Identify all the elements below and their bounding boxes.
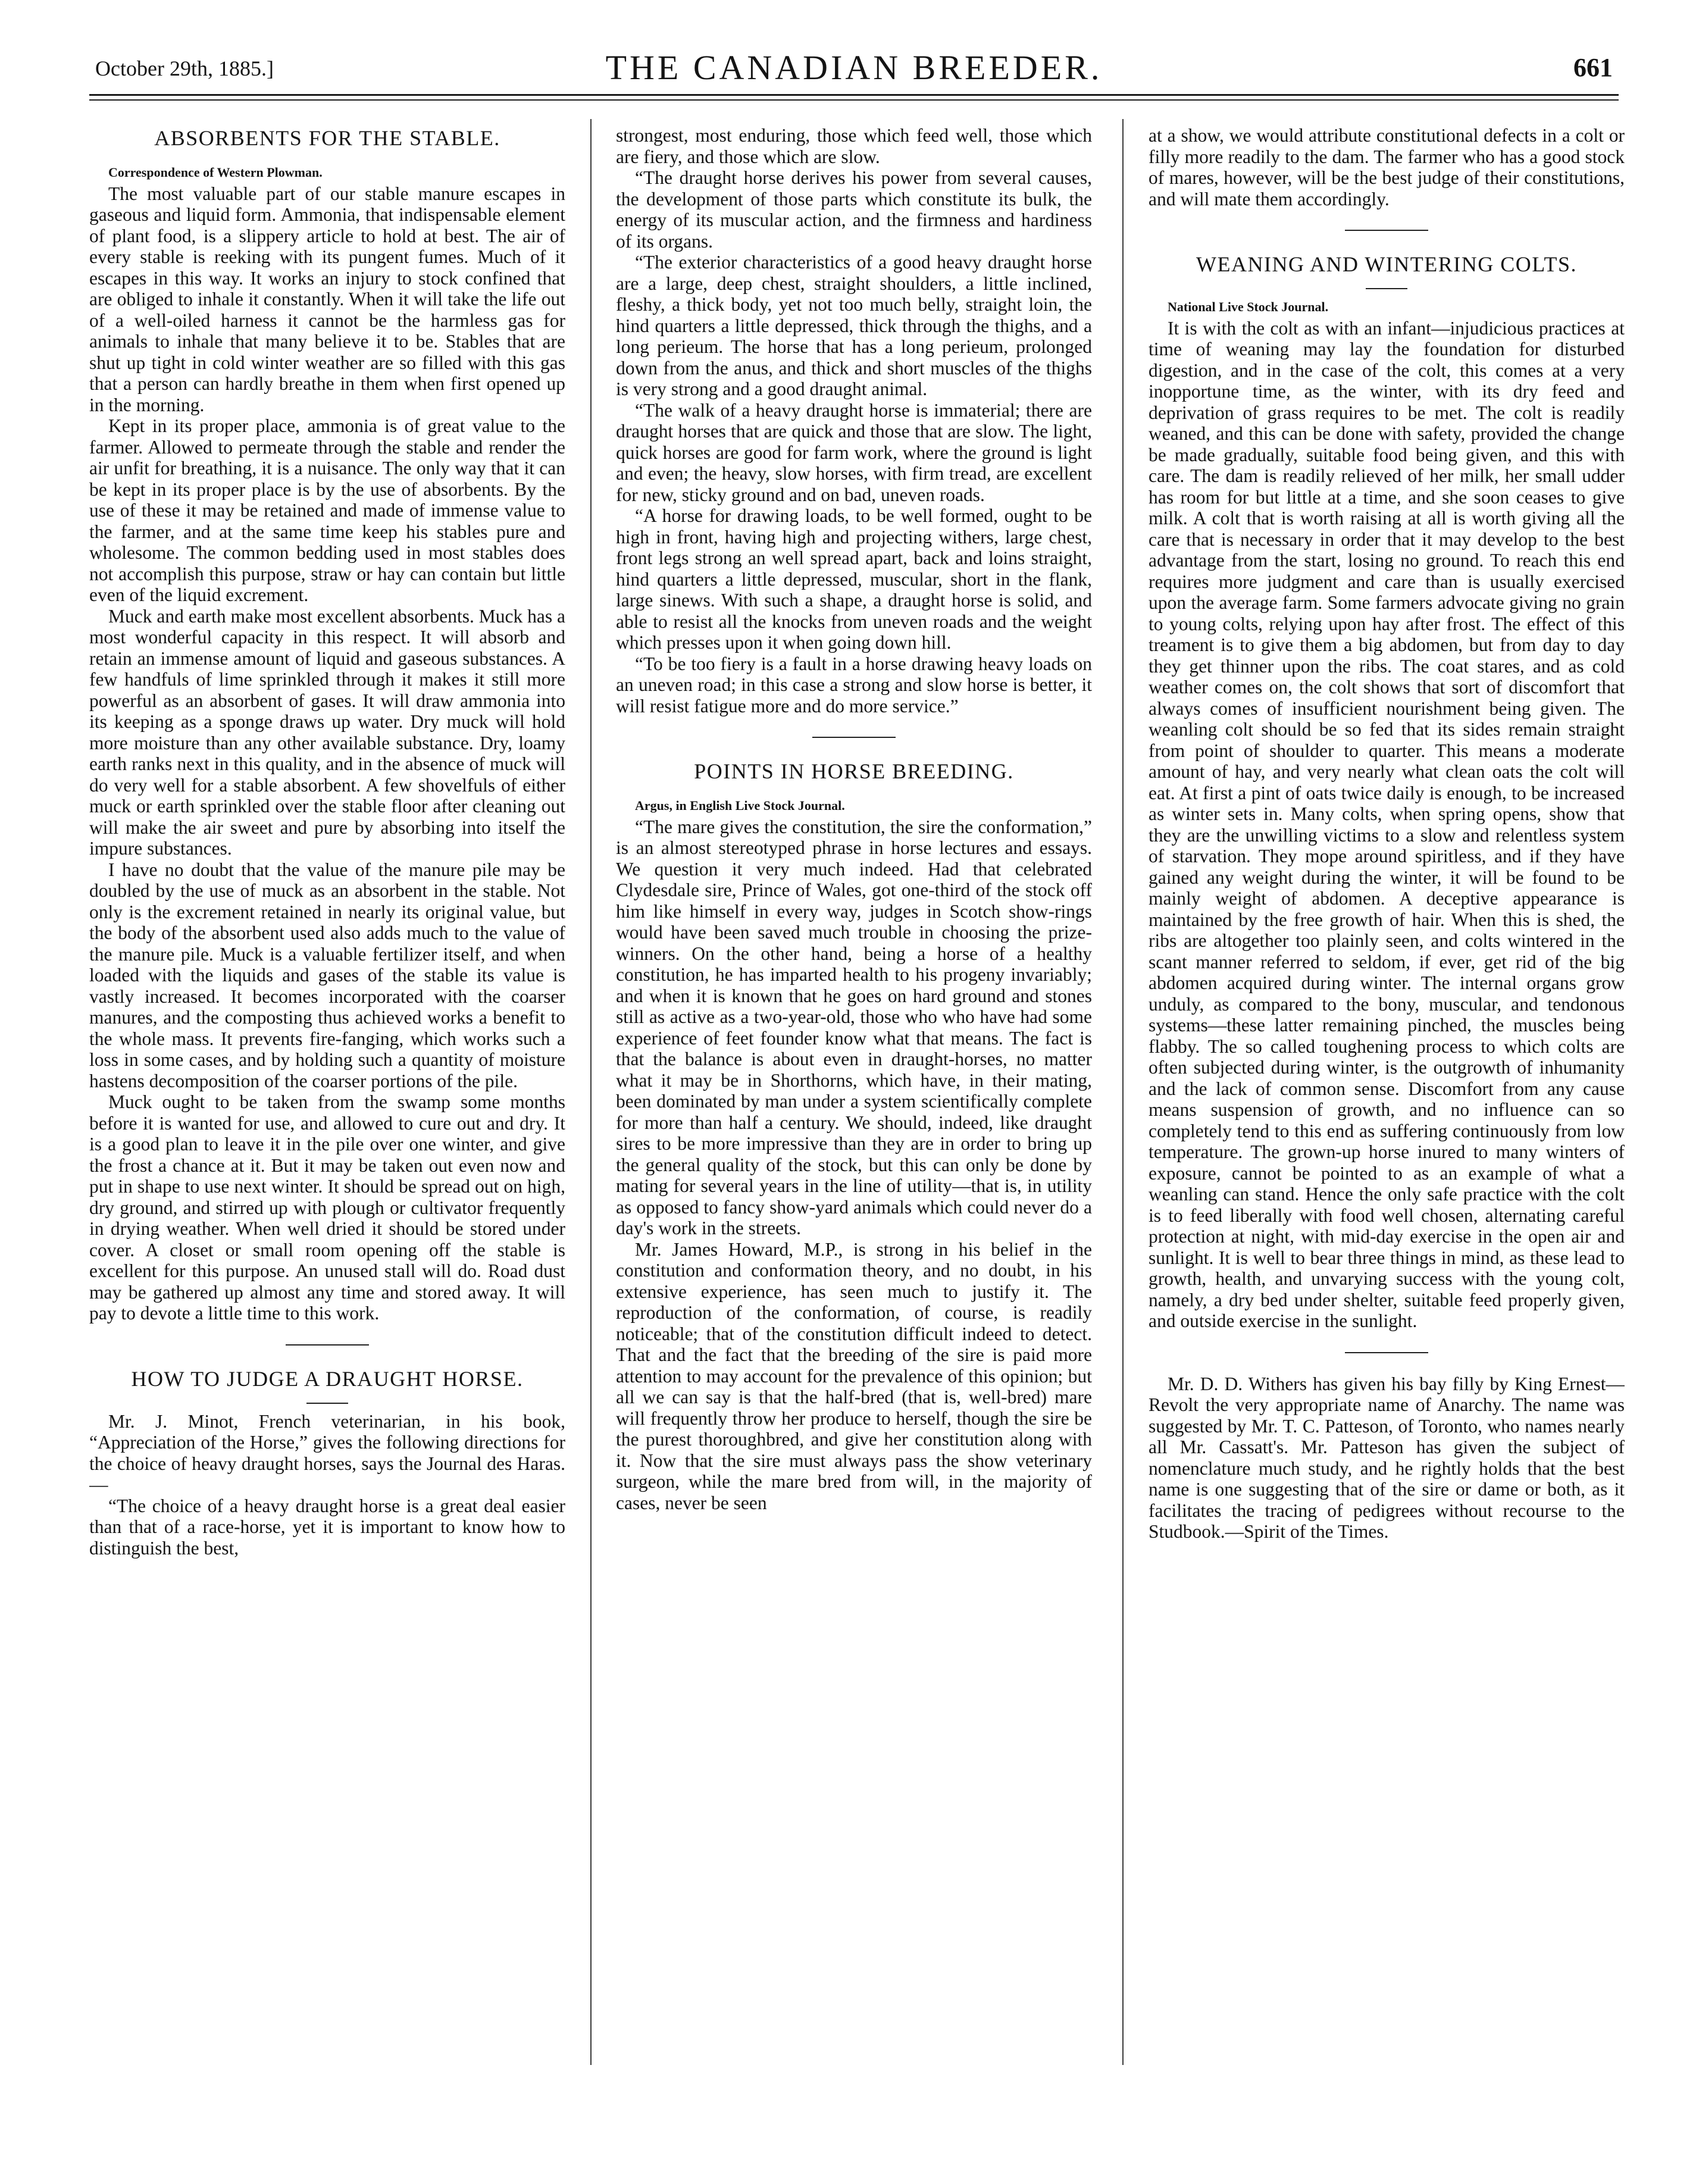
article-title-absorbents: ABSORBENTS FOR THE STABLE. <box>154 126 500 150</box>
paragraph: Mr. D. D. Withers has given his bay filly by King Ernest—Revolt the very appropriate name of Anarchy. The name was suggested by Mr. T. C. Patteson, of Toronto, who names nearly all Mr. Cassatt's. Mr. Patteson has given the subject of nomenclature much study, and he rightly holds that the best name is one suggesting that of the sire or dame or both, as it facilitates the tracing of pedigrees without recourse to the Studbook.—Spirit of the Times. <box>1149 1373 1625 1542</box>
column-2 <box>616 125 1092 2065</box>
paragraph: Mr. J. Minot, French veterinarian, in his book, “Appreciation of the Horse,” gives the following directions for the choice of heavy draught horses, says the Journal des Haras.— <box>89 1410 565 1495</box>
article-source: Correspondence of Western Plowman. <box>108 165 323 180</box>
paragraph: I have no doubt that the value of the manure pile may be doubled by the use of muck as an absorbent in the stable. Not only is the excrement retained in nearly its original value, but the body of the absorbent used also adds much to the value of the manure pile. Muck is a valuable fertilizer itself, and when loaded with the liquids and gases of the stable its value is vastly increased. It becomes incorporated with the coarser manures, and the composting thus achieved works a benefit to the whole mass. It prevents fire-fanging, which works such a loss in some cases, and by holding such a quantity of moisture hastens decomposition of the coarser portions of the pile. <box>89 859 565 1091</box>
article-title-draught-horse: HOW TO JUDGE A DRAUGHT HORSE. <box>131 1366 524 1391</box>
paragraph: “The draught horse derives his power from several causes, the development of those parts which constitute its bulk, the energy of its muscular action, and the firmness and hardiness of its organs. <box>616 167 1092 252</box>
paragraph: “The choice of a heavy draught horse is a great deal easier than that of a race-horse, yet it is important to know how to distinguish the best, <box>89 1495 565 1559</box>
issue-date: October 29th, 1885.] <box>95 57 274 80</box>
article-title-horse-breeding: POINTS IN HORSE BREEDING. <box>694 759 1014 783</box>
paragraph: Muck ought to be taken from the swamp some months before it is wanted for use, and allowed to cure out and dry. It is a good plan to leave it in the pile over one winter, and give the frost a chance at it. But it may be taken out even now and put in shape to use next winter. It should be spread out on high, dry ground, and stirred up with plough or cultivator frequently in drying weather. When well dried it should be stored under cover. A closet or small room opening off the stable is excellent for this purpose. An unused stall will do. Road dust may be gathered up almost any time and stored away. It will pay to devote a little time to this work. <box>89 1091 565 1323</box>
paragraph: The most valuable part of our stable manure escapes in gaseous and liquid form. Ammonia, that indispensable element of plant food, is a slippery article to hold at best. The air of every stable is reeking with its pungent fumes. Much of it escapes in this way. It works an injury to stock confined that are obliged to inhale it constantly. When it will take the life out of a well-oiled harness it cannot be the harmless gas for animals to inhale that many believe it to be. Stables that are shut up tight in cold winter weather are so filled with this gas that a person can hardly breathe in them when first opened up in the morning. <box>89 183 565 415</box>
paragraph: “A horse for drawing loads, to be well formed, ought to be high in front, having high and projecting withers, large chest, front legs strong an well spread apart, back and loins straight, hind quarters a little depressed, muscular, short in the flank, large sinews. With such a shape, a draught horse is solid, and able to resist all the knocks from uneven roads and the weight which presses upon it when going down hill. <box>616 505 1092 653</box>
paragraph: It is with the colt as with an infant—injudicious practices at time of weaning may lay the foundation for disturbed digestion, and in the case of the colt, this comes at a very inopportune time, as the winter, with its dry feed and deprivation of grass requires to be met. The colt is readily weaned, and this can be done with safety, provided the change be made gradually, suitable food being given, and this with care. The dam is readily relieved of her milk, her small udder has room for but little at a time, and she soon ceases to give milk. A colt that is worth raising at all is worth giving all the care that is necessary in order that it may develop to the best advantage from the start, losing no ground. To reach this end requires more judgment and care than is usually exercised upon the average farm. Some farmers advocate giving no grain to young colts, relying upon hay after frost. The effect of this treament is to give them a big abdomen, but from day to day they get thinner upon the ribs. The coat stares, and as cold weather comes on, the colt shows that sort of discomfort that always comes of insufficient nourishment being given. The weanling colt should be so fed that its sides remain straight from point of shoulder to quarter. This means a moderate amount of hay, and very nearly what clean oats the colt will eat. At first a pint of oats twice daily is enough, to be increased as winter sets in. Many colts, when spring opens, show that they are the unwilling victims to a slow and relentless system of starvation. They mope around spiritless, and if they have gained any weight during the winter, it will be found to be mainly weight of abdomen. A deceptive appearance is maintained by the free growth of hair. When this is shed, the ribs are altogether too plainly seen, and colts wintered in the scant manner referred to seldom, if ever, get rid of the big abdomen acquired during winter. The internal organs grow unduly, as compared to the bony, muscular, and tendonous systems—these latter remaining pinched, the muscles being flabby. The so called toughening process to which colts are often subjected during winter, is the outgrowth of inhumanity and the lack of common sense. Discomfort from any cause means suspension of growth, and no influence can so completely tend to this end as suffering continuously from low temperature. The grown-up horse inured to many winters of exposure, cannot be pointed to as an example of what a weanling can stand. Hence the only safe practice with the colt is to feed liberally with food well chosen, alternating careful protection at night, with mid-day exercise in the open air and sunlight. It is well to bear three things in mind, as these lead to growth, health, and unvarying success with the young colt, namely, a dry bed under shelter, suitable feed properly given, and outside exercise in the sunlight. <box>1149 317 1625 1331</box>
paragraph: “The walk of a heavy draught horse is immaterial; there are draught horses that are quick and those that are slow. The light, quick horses are good for farm work, where the ground is light and even; the heavy, slow horses, with firm tread, are excellent for new, sticky ground and on bad, uneven roads. <box>616 399 1092 505</box>
article-title-weaning-colts: WEANING AND WINTERING COLTS. <box>1196 252 1577 276</box>
newspaper-title: THE CANADIAN BREEDER. <box>605 48 1103 87</box>
paragraph: at a show, we would attribute constitutional defects in a colt or filly more readily to the dam. The farmer who has a good stock of mares, however, will be the best judge of their constitutions, and will mate them accordingly. <box>1149 125 1625 209</box>
paragraph: “The mare gives the constitution, the sire the conformation,” is an almost stereotyped phrase in horse lectures and essays. We question it very much indeed. Had that celebrated Clydesdale sire, Prince of Wales, got one-third of the stock off him like himself in every way, judges in Scotch show-rings would have been saved much trouble in choosing the prize-winners. On the other hand, being a horse of a healthy constitution, he has imparted health to his progeny invariably; and when it is known that he goes on hard ground and stones still as active as a two-year-old, those who who have had some experience of feet founder know what that means. The fact is that the balance is about even in draught-horses, no matter what it may be in Shorthorns, which have, in their mating, been dominated by man under a system scientifically complete for more than half a century. We should, indeed, like draught sires to be more impressive than they are in order to bring up the general quality of the stock, but this can only be done by mating for several years in the line of utility—that is, in utility as opposed to fancy show-yard animals which could never do a day's work in the streets. <box>616 816 1092 1238</box>
masthead-rule-bottom <box>89 99 1619 101</box>
paragraph: Mr. James Howard, M.P., is strong in his belief in the constitution and conformation theory, and no doubt, in his extensive experience, has seen much to justify it. The reproduction of the conformation, of course, is readily noticeable; that of the constitution difficult indeed to detect. That and the fact that the breeding of the sire is paid more attention to may account for the prevalence of this opinion; but all we can say is that the half-bred (that is, well-bred) mare will frequently throw her produce to herself, though the sire be the purest thoroughbred, and give her constitution along with it. Now that the sire must always pass the show veterinary surgeon, while the mare bred from will, in the majority of cases, never be seen <box>616 1238 1092 1513</box>
paragraph: “To be too fiery is a fault in a horse drawing heavy loads on an uneven road; in this case a strong and slow horse is better, it will resist fatigue more and do more service.” <box>616 653 1092 716</box>
column-divider-1 <box>590 119 592 2065</box>
paragraph: Kept in its proper place, ammonia is of great value to the farmer. Allowed to permeate through the stable and render the air unfit for breathing, it is a nuisance. The only way that it can be kept in its proper place is by the use of absorbents. By the use of these it may be retained and made of immense value to the farmer, and at the same time keep his stables pure and wholesome. The common bedding used in most stables does not accomplish this purpose, straw or hay can contain but little even of the liquid excrement. <box>89 415 565 605</box>
article-source: Argus, in English Live Stock Journal. <box>635 798 845 813</box>
paragraph: “The exterior characteristics of a good heavy draught horse are a large, deep chest, straight shoulders, a little inclined, fleshy, a thick body, yet not too much belly, straight loin, the hind quarters a little depressed, thick through the thighs, and a long perieum. The horse that has a long perieum, prolonged down from the anus, and thick and short muscles of the thighs is very strong and a good draught animal. <box>616 252 1092 399</box>
masthead-rule-top <box>89 94 1619 96</box>
article-separator <box>812 737 896 738</box>
title-dash <box>1366 288 1407 289</box>
column-1 <box>89 125 565 2065</box>
article-source: National Live Stock Journal. <box>1168 299 1329 314</box>
column-divider-2 <box>1122 119 1124 2065</box>
page-number: 661 <box>1573 53 1613 82</box>
article-separator <box>1345 1352 1428 1353</box>
paragraph: Muck and earth make most excellent absorbents. Muck has a most wonderful capacity in this respect. It will absorb and retain an immense amount of liquid and gaseous substances. A few handfuls of lime sprinkled through it makes it still more powerful as an absorbent of gases. It will draw ammonia into its keeping as a sponge draws up water. Dry muck will hold more moisture than any other available substance. Dry, loamy earth ranks next in this quality, and in the absence of muck will do very well for a stable absorbent. A few shovelfuls of either muck or earth sprinkled over the stable floor after cleaning out will make the air sweet and pure by absorbing into itself the impure substances. <box>89 605 565 859</box>
masthead <box>89 48 1619 89</box>
article-separator <box>1345 230 1428 231</box>
paragraph: strongest, most enduring, those which feed well, those which are fiery, and those which are slow. <box>616 125 1092 167</box>
title-dash <box>306 1403 348 1404</box>
column-3 <box>1149 125 1625 2065</box>
article-separator <box>286 1344 369 1346</box>
